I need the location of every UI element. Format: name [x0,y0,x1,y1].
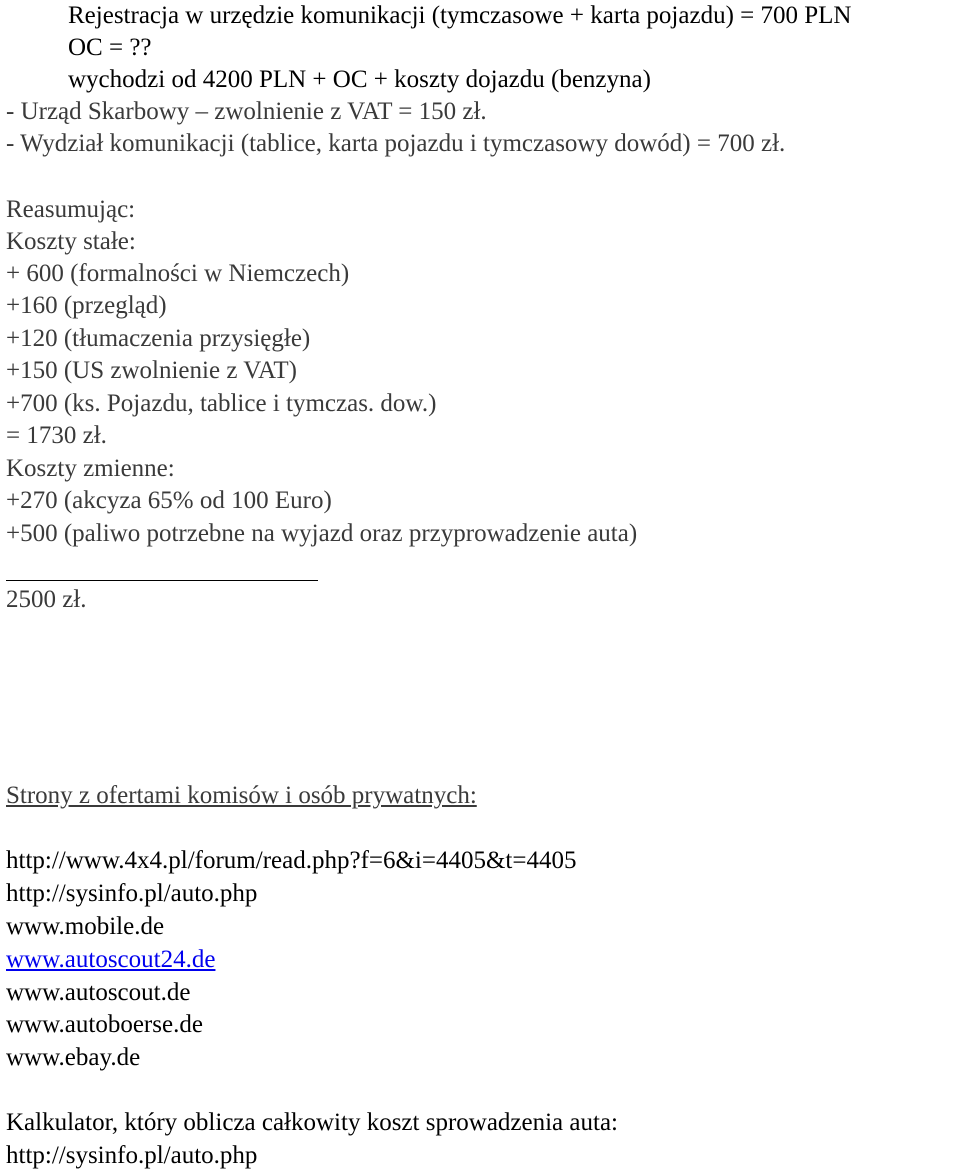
fixed-cost-item: +160 (przegląd) [6,292,167,319]
offer-link-autoscout24[interactable]: www.autoscout24.de [6,946,216,973]
summary-heading: Reasumując: [6,196,136,223]
calculator-link[interactable]: http://sysinfo.pl/auto.php [6,1142,258,1169]
offer-link-mobile[interactable]: www.mobile.de [6,913,165,940]
offers-heading: Strony z ofertami komisów i osób prywatnych: [6,782,477,809]
variable-costs-heading: Koszty zmienne: [6,455,175,482]
starting-price-line: wychodzi od 4200 PLN + OC + koszty dojazdu (benzyna) [68,66,651,93]
oc-line: OC = ?? [68,34,152,61]
offer-link-sysinfo[interactable]: http://sysinfo.pl/auto.php [6,880,258,907]
fixed-costs-total: = 1730 zł. [6,422,107,449]
grand-total: 2500 zł. [6,586,87,613]
variable-cost-item: +500 (paliwo potrzebne na wyjazd oraz przyprowadzenie auta) [6,520,638,547]
offer-link-autoboerse[interactable]: www.autoboerse.de [6,1011,203,1038]
offer-link-autoscout[interactable]: www.autoscout.de [6,979,191,1006]
fixed-costs-heading: Koszty stałe: [6,228,136,255]
fixed-cost-item: +700 (ks. Pojazdu, tablice i tymczas. dow.) [6,390,437,417]
variable-cost-item: +270 (akcyza 65% od 100 Euro) [6,487,332,514]
offer-link-4x4[interactable]: http://www.4x4.pl/forum/read.php?f=6&i=4405&t=4405 [6,847,577,874]
fixed-cost-item: + 600 (formalności w Niemczech) [6,260,350,287]
sum-divider-line [6,580,318,581]
registration-line: Rejestracja w urzędzie komunikacji (tymczasowe + karta pojazdu) = 700 PLN [68,2,852,29]
fixed-cost-item: +150 (US zwolnienie z VAT) [6,357,297,384]
transport-office-line: - Wydział komunikacji (tablice, karta pojazdu i tymczasowy dowód) = 700 zł. [6,130,786,157]
offer-link-ebay[interactable]: www.ebay.de [6,1044,141,1071]
fixed-cost-item: +120 (tłumaczenia przysięgłe) [6,325,311,352]
tax-office-line: - Urząd Skarbowy – zwolnienie z VAT = 150 zł. [6,98,487,125]
calculator-description: Kalkulator, który oblicza całkowity koszt sprowadzenia auta: [6,1109,618,1136]
